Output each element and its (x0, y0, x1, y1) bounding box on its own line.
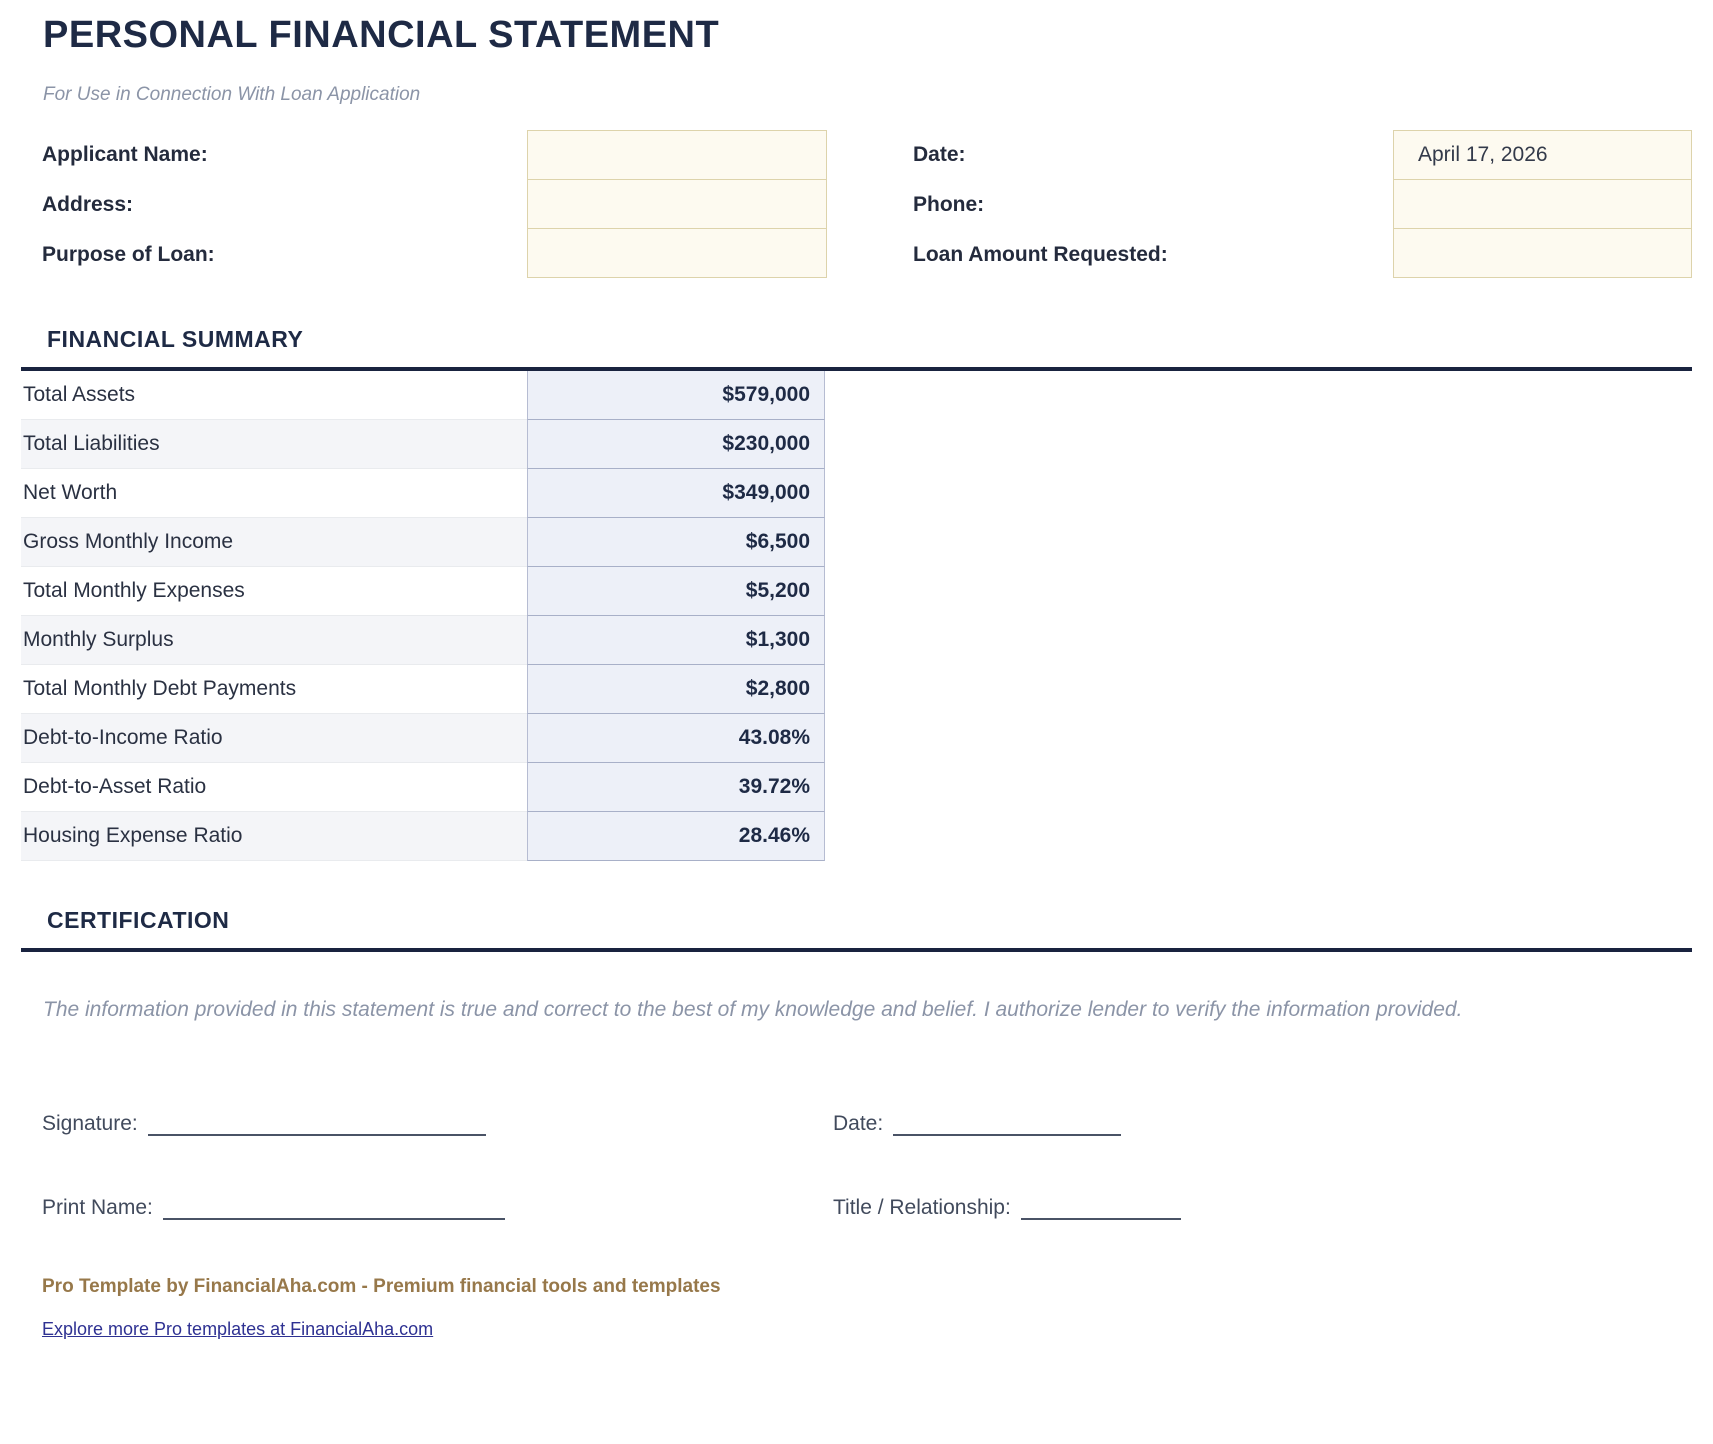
summary-row-label: Net Worth (21, 469, 527, 518)
summary-row-filler (825, 518, 1692, 567)
certification-date-label: Date: (833, 1112, 884, 1135)
applicant-name-label: Applicant Name: (42, 143, 208, 166)
footer (21, 1276, 1692, 1340)
summary-row-value: 43.08% (527, 714, 825, 763)
applicant-form-inputs-left (527, 130, 827, 278)
summary-row-value: $2,800 (527, 665, 825, 714)
table-row (21, 714, 1692, 763)
table-row (21, 371, 1692, 420)
summary-row-label: Total Liabilities (21, 420, 527, 469)
summary-row-label: Total Monthly Debt Payments (21, 665, 527, 714)
summary-row-filler (825, 616, 1692, 665)
certification-statement: The information provided in this statement is true and correct to the best of my knowledge and belief. I authorize lender to verify the information provided. (43, 998, 1463, 1021)
certification-divider (21, 948, 1692, 952)
summary-row-filler (825, 812, 1692, 861)
summary-row-label: Total Monthly Expenses (21, 567, 527, 616)
loan-amount-requested-input[interactable] (1393, 228, 1692, 278)
summary-row-label: Total Assets (21, 371, 527, 420)
summary-row-value: $5,200 (527, 567, 825, 616)
summary-row-label: Debt-to-Asset Ratio (21, 763, 527, 812)
summary-row-filler (825, 665, 1692, 714)
loan-amount-requested-label: Loan Amount Requested: (913, 243, 1168, 266)
summary-row-value: $1,300 (527, 616, 825, 665)
footer-explore-link[interactable]: Explore more Pro templates at FinancialAha.com (42, 1319, 434, 1339)
summary-row-value: $579,000 (527, 371, 825, 420)
applicant-form-inputs-right (1393, 130, 1692, 278)
title-relationship-line[interactable] (1021, 1194, 1181, 1220)
purpose-of-loan-input[interactable] (527, 228, 827, 278)
phone-label: Phone: (913, 193, 985, 216)
summary-row-value: $349,000 (527, 469, 825, 518)
print-name-line[interactable] (163, 1194, 505, 1220)
table-row (21, 665, 1692, 714)
signature-date-row (21, 1110, 1692, 1136)
summary-row-value: $230,000 (527, 420, 825, 469)
date-input[interactable]: April 17, 2026 (1393, 130, 1692, 180)
summary-row-label: Housing Expense Ratio (21, 812, 527, 861)
applicant-name-input[interactable] (527, 130, 827, 180)
summary-row-value: 28.46% (527, 812, 825, 861)
address-input[interactable] (527, 179, 827, 229)
certification-date-field (833, 1110, 1692, 1136)
summary-row-filler (825, 714, 1692, 763)
certification-heading: CERTIFICATION (47, 907, 230, 933)
title-relationship-label: Title / Relationship: (833, 1196, 1011, 1219)
summary-row-value: 39.72% (527, 763, 825, 812)
summary-row-filler (825, 567, 1692, 616)
date-label: Date: (913, 143, 966, 166)
table-row (21, 616, 1692, 665)
print-name-field (21, 1194, 833, 1220)
table-row (21, 518, 1692, 567)
summary-row-label: Gross Monthly Income (21, 518, 527, 567)
print-name-label: Print Name: (42, 1196, 153, 1219)
summary-row-filler (825, 420, 1692, 469)
address-label: Address: (42, 193, 134, 216)
footer-brand-line: Pro Template by FinancialAha.com - Premium financial tools and templates (42, 1276, 721, 1297)
table-row (21, 567, 1692, 616)
phone-input[interactable] (1393, 179, 1692, 229)
summary-row-filler (825, 371, 1692, 420)
page-subtitle: For Use in Connection With Loan Application (43, 84, 421, 105)
summary-row-filler (825, 763, 1692, 812)
table-row (21, 469, 1692, 518)
page-title: PERSONAL FINANCIAL STATEMENT (43, 14, 720, 56)
print-name-title-row (21, 1194, 1692, 1220)
signature-label: Signature: (42, 1112, 138, 1135)
signature-area (21, 1110, 1692, 1220)
certification-date-line[interactable] (893, 1110, 1121, 1136)
summary-row-value: $6,500 (527, 518, 825, 567)
signature-line[interactable] (148, 1110, 486, 1136)
financial-summary-table (21, 367, 1692, 861)
signature-field (21, 1110, 833, 1136)
summary-row-filler (825, 469, 1692, 518)
summary-row-label: Debt-to-Income Ratio (21, 714, 527, 763)
applicant-form (21, 130, 1692, 280)
title-relationship-field (833, 1194, 1692, 1220)
table-row (21, 763, 1692, 812)
applicant-form-labels-right (827, 130, 1393, 280)
applicant-form-labels-left (21, 130, 527, 280)
table-row (21, 812, 1692, 861)
summary-row-label: Monthly Surplus (21, 616, 527, 665)
table-row (21, 420, 1692, 469)
purpose-of-loan-label: Purpose of Loan: (42, 243, 215, 266)
financial-summary-heading: FINANCIAL SUMMARY (47, 326, 304, 352)
